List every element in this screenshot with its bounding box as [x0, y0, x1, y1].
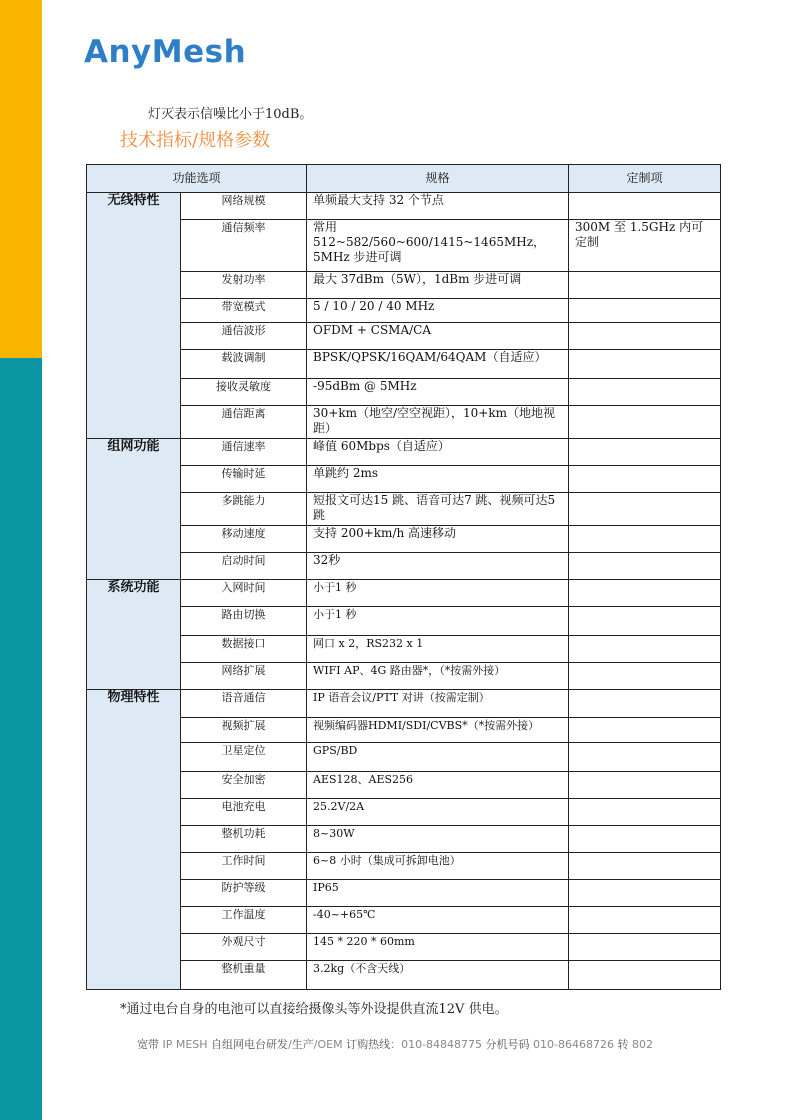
spec-cell: 8~30W: [307, 826, 569, 853]
sidebar-accent-teal: [0, 358, 42, 1120]
feature-cell: 发射功率: [181, 272, 307, 299]
table-row: [87, 193, 721, 220]
category-cell: 组网功能: [87, 439, 181, 580]
table-row: [87, 663, 721, 690]
section-title: 技术指标/规格参数: [120, 130, 271, 151]
custom-cell: [569, 299, 721, 323]
table-row: [87, 526, 721, 553]
spec-cell: 单频最大支持 32 个节点: [307, 193, 569, 220]
feature-cell: 数据接口: [181, 636, 307, 663]
spec-cell: 小于1 秒: [307, 607, 569, 636]
category-cell: 系统功能: [87, 580, 181, 690]
table-row: [87, 961, 721, 990]
custom-cell: 300M 至 1.5GHz 内可定制: [569, 220, 721, 272]
sidebar-accent-yellow: [0, 0, 42, 358]
spec-cell: 视频编码器HDMI/SDI/CVBS*（*按需外接）: [307, 718, 569, 743]
custom-cell: [569, 379, 721, 406]
feature-cell: 载波调制: [181, 350, 307, 379]
custom-cell: [569, 466, 721, 493]
footer-part: 生产: [291, 1038, 314, 1051]
spec-cell: 小于1 秒: [307, 580, 569, 607]
spec-cell: OFDM + CSMA/CA: [307, 323, 569, 350]
spec-cell: -40~+65℃: [307, 907, 569, 934]
spec-cell: 3.2kg（不含天线）: [307, 961, 569, 990]
spec-cell: 常用512~582/560~600/1415~1465MHz，5MHz 步进可调: [307, 220, 569, 272]
custom-cell: [569, 690, 721, 718]
spec-cell: -95dBm @ 5MHz: [307, 379, 569, 406]
feature-cell: 卫星定位: [181, 743, 307, 772]
table-row: [87, 299, 721, 323]
spec-cell: 32秒: [307, 553, 569, 580]
custom-cell: [569, 350, 721, 379]
custom-cell: [569, 193, 721, 220]
feature-cell: 多跳能力: [181, 493, 307, 526]
table-row: [87, 636, 721, 663]
table-row: [87, 743, 721, 772]
custom-cell: [569, 772, 721, 799]
footer-part: 自组网电台研发: [211, 1038, 289, 1051]
feature-cell: 安全加密: [181, 772, 307, 799]
footer-part: 010-86468726: [529, 1038, 618, 1051]
table-row: [87, 323, 721, 350]
footnote: *通过电台自身的电池可以直接给摄像头等外设提供直流12V 供电。: [120, 1002, 508, 1017]
footer-part: ：010-84848775: [390, 1038, 486, 1051]
table-row: [87, 580, 721, 607]
custom-cell: [569, 743, 721, 772]
intro-text: 灯灭表示信噪比小于10dB。: [148, 107, 313, 122]
footer-part: /: [288, 1038, 292, 1051]
spec-cell: AES128、AES256: [307, 772, 569, 799]
table-row: [87, 379, 721, 406]
custom-cell: [569, 663, 721, 690]
logo-text: AnyMesh: [84, 34, 247, 70]
footer-part: /OEM: [313, 1038, 347, 1051]
feature-cell: 整机功耗: [181, 826, 307, 853]
custom-cell: [569, 853, 721, 880]
table-row: [87, 439, 721, 466]
feature-cell: 带宽模式: [181, 299, 307, 323]
custom-cell: [569, 934, 721, 961]
table-row: [87, 934, 721, 961]
brand-logo: [84, 30, 246, 74]
custom-cell: [569, 526, 721, 553]
spec-cell: GPS/BD: [307, 743, 569, 772]
spec-cell: BPSK/QPSK/16QAM/64QAM（自适应）: [307, 350, 569, 379]
table-row: [87, 718, 721, 743]
feature-cell: 移动速度: [181, 526, 307, 553]
custom-cell: [569, 880, 721, 907]
custom-cell: [569, 580, 721, 607]
feature-cell: 电池充电: [181, 799, 307, 826]
spec-table: [86, 164, 721, 990]
footer-part: 转: [617, 1038, 629, 1051]
category-cell: 无线特性: [87, 193, 181, 439]
footer-part: 802: [628, 1038, 653, 1051]
custom-cell: [569, 826, 721, 853]
table-row: [87, 826, 721, 853]
feature-cell: 路由切换: [181, 607, 307, 636]
header-spec: 规格: [307, 165, 569, 193]
custom-cell: [569, 406, 721, 439]
spec-cell: 最大 37dBm（5W），1dBm 步进可调: [307, 272, 569, 299]
feature-cell: 通信频率: [181, 220, 307, 272]
spec-cell: 峰值 60Mbps（自适应）: [307, 439, 569, 466]
table-row: [87, 772, 721, 799]
feature-cell: 网络扩展: [181, 663, 307, 690]
table-row: [87, 406, 721, 439]
feature-cell: 传输时延: [181, 466, 307, 493]
feature-cell: 通信速率: [181, 439, 307, 466]
spec-cell: 6~8 小时（集成可拆卸电池）: [307, 853, 569, 880]
spec-cell: 单跳约 2ms: [307, 466, 569, 493]
footer-part: 宽带: [137, 1038, 159, 1051]
table-row: [87, 220, 721, 272]
custom-cell: [569, 961, 721, 990]
table-row: [87, 553, 721, 580]
feature-cell: 工作温度: [181, 907, 307, 934]
table-row: [87, 853, 721, 880]
spec-cell: IP 语音会议/PTT 对讲（按需定制）: [307, 690, 569, 718]
feature-cell: 视频扩展: [181, 718, 307, 743]
custom-cell: [569, 493, 721, 526]
table-row: [87, 350, 721, 379]
feature-cell: 整机重量: [181, 961, 307, 990]
spec-cell: 短报文可达15 跳、语音可达7 跳、视频可达5 跳: [307, 493, 569, 526]
table-row: [87, 272, 721, 299]
footer-part: 分机号码: [485, 1038, 530, 1051]
table-row: [87, 907, 721, 934]
feature-cell: 语音通信: [181, 690, 307, 718]
table-row: [87, 607, 721, 636]
spec-cell: 25.2V/2A: [307, 799, 569, 826]
spec-cell: 30+km（地空/空空视距），10+km（地地视距）: [307, 406, 569, 439]
spec-cell: IP65: [307, 880, 569, 907]
feature-cell: 网络规模: [181, 193, 307, 220]
custom-cell: [569, 607, 721, 636]
spec-cell: WIFI AP、4G 路由器*，（*按需外接）: [307, 663, 569, 690]
header-custom: 定制项: [569, 165, 721, 193]
feature-cell: 防护等级: [181, 880, 307, 907]
footer-part: 订购热线: [346, 1038, 391, 1051]
feature-cell: 通信波形: [181, 323, 307, 350]
custom-cell: [569, 799, 721, 826]
table-row: [87, 493, 721, 526]
spec-cell: 145 * 220 * 60mm: [307, 934, 569, 961]
table-row: [87, 880, 721, 907]
spec-cell: 5 / 10 / 20 / 40 MHz: [307, 299, 569, 323]
custom-cell: [569, 907, 721, 934]
spec-table-body: [87, 193, 721, 990]
custom-cell: [569, 439, 721, 466]
custom-cell: [569, 272, 721, 299]
feature-cell: 外观尺寸: [181, 934, 307, 961]
spec-cell: 支持 200+km/h 高速移动: [307, 526, 569, 553]
spec-cell: 网口 x 2，RS232 x 1: [307, 636, 569, 663]
feature-cell: 入网时间: [181, 580, 307, 607]
feature-cell: 接收灵敏度: [181, 379, 307, 406]
footer-part: IP MESH: [159, 1038, 212, 1051]
table-row: [87, 466, 721, 493]
table-header-row: [87, 165, 721, 193]
custom-cell: [569, 323, 721, 350]
custom-cell: [569, 718, 721, 743]
header-feature: 功能选项: [87, 165, 307, 193]
page-footer: [0, 1036, 790, 1052]
feature-cell: 工作时间: [181, 853, 307, 880]
feature-cell: 通信距离: [181, 406, 307, 439]
table-row: [87, 690, 721, 718]
custom-cell: [569, 636, 721, 663]
custom-cell: [569, 553, 721, 580]
feature-cell: 启动时间: [181, 553, 307, 580]
table-row: [87, 799, 721, 826]
category-cell: 物理特性: [87, 690, 181, 990]
